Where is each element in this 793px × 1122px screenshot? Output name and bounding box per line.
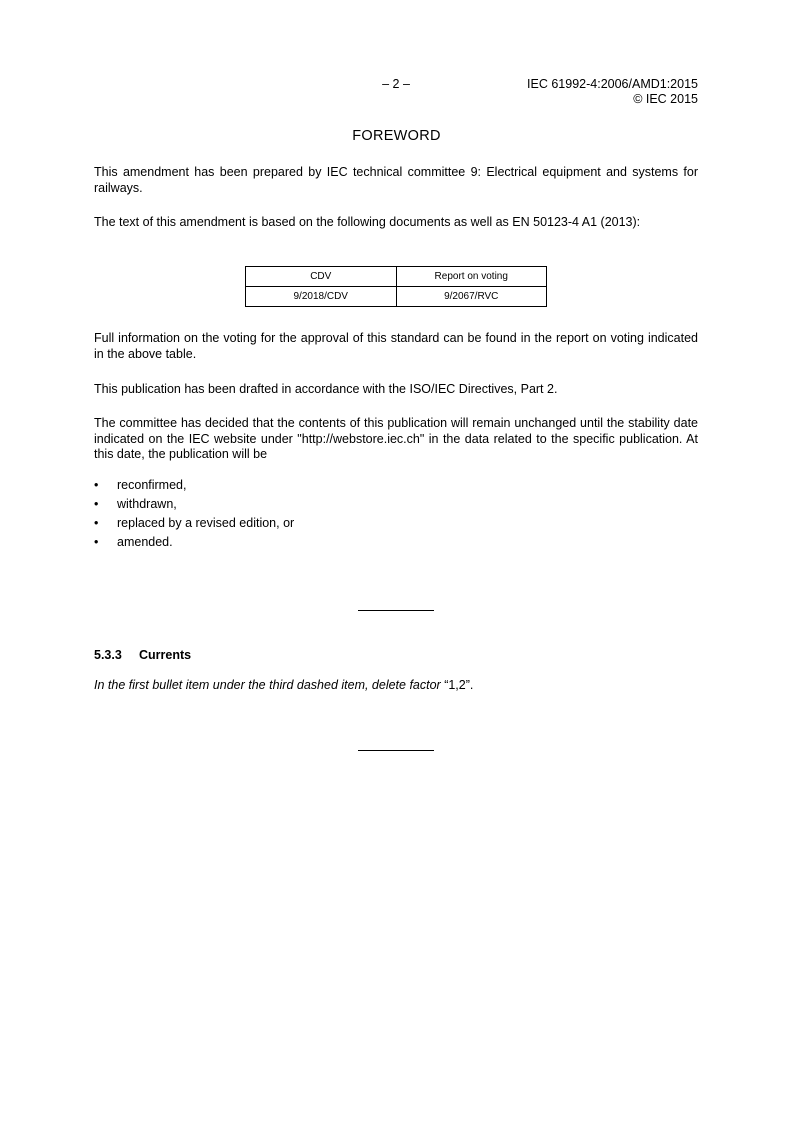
paragraph-based-on: The text of this amendment is based on the following documents as well as EN 50123-4 A1 (2013):	[94, 215, 641, 229]
status-bullet-list	[94, 476, 294, 552]
copyright-line: © IEC 2015	[633, 92, 698, 106]
separator-rule	[358, 750, 434, 751]
document-identifier	[527, 77, 698, 107]
instruction-text: In the first bullet item under the third dashed item, delete factor	[94, 678, 441, 692]
amendment-instruction	[94, 678, 473, 692]
instruction-value: “1,2”.	[440, 678, 474, 692]
table-header-row	[246, 267, 547, 287]
list-item	[94, 476, 294, 495]
paragraph-committee: This amendment has been prepared by IEC technical committee 9: Electrical equipment and systems for railways.	[94, 165, 698, 195]
bullet-marker: •	[94, 478, 99, 492]
paragraph-directives: This publication has been drafted in accordance with the ISO/IEC Directives, Part 2.	[94, 382, 558, 396]
bullet-marker: •	[94, 535, 99, 549]
section-title: Currents	[139, 648, 192, 662]
table-cell: 9/2018/CDV	[246, 287, 397, 307]
section-number: 5.3.3	[94, 648, 122, 662]
table-row	[246, 287, 547, 307]
list-item-text: replaced by a revised edition, or	[117, 516, 295, 530]
section-heading	[94, 648, 191, 662]
list-item-text: reconfirmed,	[117, 478, 187, 492]
voting-documents-table	[245, 266, 547, 307]
page-number: – 2 –	[382, 77, 410, 91]
table-header-cell: CDV	[246, 267, 397, 287]
list-item-text: amended.	[117, 535, 173, 549]
list-item	[94, 495, 294, 514]
list-item	[94, 533, 294, 552]
separator-rule	[358, 610, 434, 611]
table-header-cell: Report on voting	[396, 267, 547, 287]
bullet-marker: •	[94, 497, 99, 511]
document-id-line: IEC 61992-4:2006/AMD1:2015	[527, 77, 698, 91]
list-item	[94, 514, 294, 533]
bullet-marker: •	[94, 516, 99, 530]
paragraph-voting-info: Full information on the voting for the approval of this standard can be found in the report on voting indicated in the above table.	[94, 331, 698, 361]
table-cell: 9/2067/RVC	[396, 287, 547, 307]
paragraph-stability: The committee has decided that the contents of this publication will remain unchanged until the stability date indicated on the IEC website under "http://webstore.iec.ch" in the data related to the specific publication. At this date, the publication will be	[94, 416, 698, 461]
page-title: FOREWORD	[352, 128, 441, 144]
list-item-text: withdrawn,	[117, 497, 177, 511]
